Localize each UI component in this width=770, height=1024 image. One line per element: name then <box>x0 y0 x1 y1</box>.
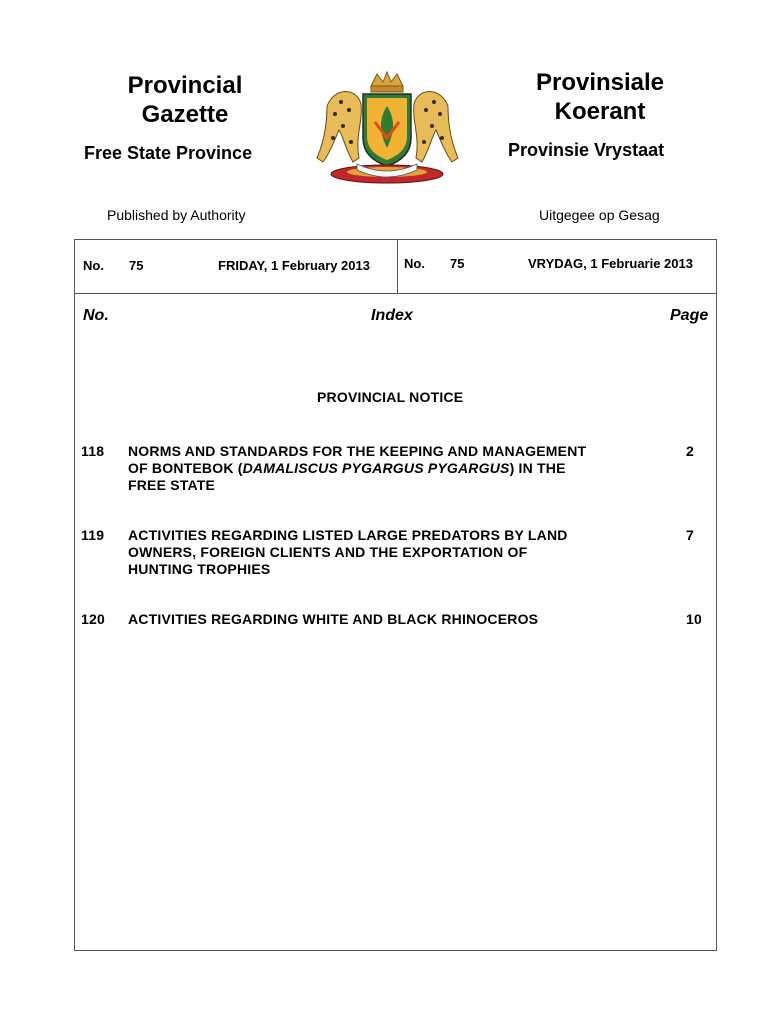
entry-118-line2-post: ) IN THE <box>509 460 566 476</box>
issue-no-label-af: No. <box>404 256 425 271</box>
index-col-no: No. <box>83 307 109 324</box>
entry-118-page: 2 <box>686 443 694 459</box>
entry-118-line1: NORMS AND STANDARDS FOR THE KEEPING AND MANAGEMENT <box>128 443 587 459</box>
entry-118-title <box>128 443 586 494</box>
published-by-authority: Published by Authority <box>107 207 246 223</box>
index-col-title: Index <box>371 307 413 324</box>
title-english-line1: Provincial <box>127 72 243 99</box>
index-col-page: Page <box>670 307 709 324</box>
title-afrikaans-line2: Koerant <box>554 98 646 125</box>
title-english <box>90 71 280 129</box>
issue-no-label-en: No. <box>83 258 104 273</box>
entry-118-line2-pre: OF BONTEBOK ( <box>128 460 243 476</box>
entry-118-species: DAMALISCUS PYGARGUS PYGARGUS <box>242 460 510 476</box>
entry-120-line1: ACTIVITIES REGARDING WHITE AND BLACK RHINOCEROS <box>128 611 539 627</box>
issue-number-af: 75 <box>450 256 465 271</box>
entry-119-line1: ACTIVITIES REGARDING LISTED LARGE PREDATORS BY LAND <box>128 527 568 543</box>
entry-119-title <box>128 527 568 578</box>
entry-118-line3: FREE STATE <box>128 477 216 493</box>
subtitle-afrikaans: Provinsie Vrystaat <box>508 140 665 160</box>
entry-118-line2 <box>128 460 586 477</box>
issue-date-en: FRIDAY, 1 February 2013 <box>218 258 370 273</box>
title-english-line2: Gazette <box>141 101 229 128</box>
entry-120-number: 120 <box>81 611 105 627</box>
entry-118-number: 118 <box>81 443 105 459</box>
section-title: PROVINCIAL NOTICE <box>317 389 464 405</box>
entry-120-title <box>128 611 538 628</box>
title-afrikaans <box>505 68 695 126</box>
entry-119-line2: OWNERS, FOREIGN CLIENTS AND THE EXPORTATION OF <box>128 544 528 560</box>
title-afrikaans-line1: Provinsiale <box>535 69 665 96</box>
coat-of-arms-emblem <box>305 66 470 191</box>
issue-date-af: VRYDAG, 1 Februarie 2013 <box>528 256 693 271</box>
entry-119-number: 119 <box>81 527 105 543</box>
published-afrikaans: Uitgegee op Gesag <box>539 207 660 223</box>
entry-120-page: 10 <box>686 611 702 627</box>
issue-number-en: 75 <box>129 258 144 273</box>
entry-119-page: 7 <box>686 527 694 543</box>
subtitle-english: Free State Province <box>84 143 253 163</box>
entry-119-line3: HUNTING TROPHIES <box>128 561 271 577</box>
